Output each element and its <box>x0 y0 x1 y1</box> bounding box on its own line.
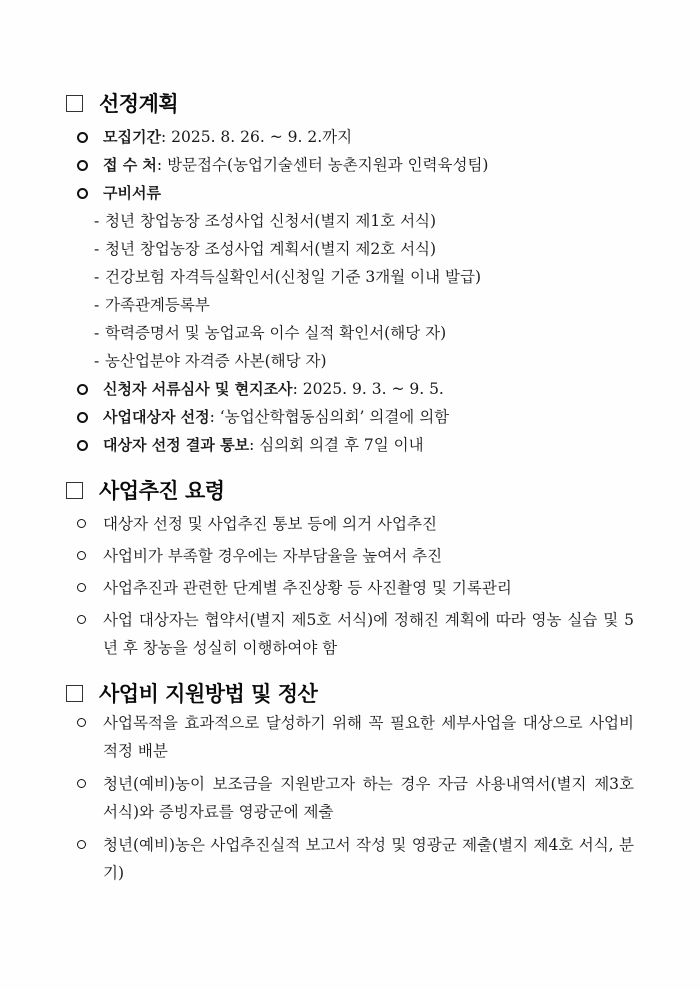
circle-bullet-icon <box>77 160 88 171</box>
section-heading-project-guidelines <box>66 474 225 506</box>
item-label: 구비서류 <box>103 184 161 202</box>
circle-bullet-icon <box>77 412 88 423</box>
document-item: - 가족관계등록부 <box>94 291 210 319</box>
circle-bullet-icon <box>77 718 86 727</box>
dash-bullet-icon: - <box>94 296 100 314</box>
item-value: : ‘농업산학협동심의회’ 의결에 의함 <box>209 408 450 426</box>
dash-bullet-icon: - <box>94 268 100 286</box>
circle-bullet-icon <box>77 519 86 528</box>
circle-bullet-icon <box>77 132 88 143</box>
section-heading-selection-plan <box>66 87 178 119</box>
checkbox-square-icon <box>66 95 83 112</box>
circle-bullet-icon <box>77 384 88 395</box>
item-label: 신청자 서류심사 및 현지조사 <box>103 380 293 398</box>
list-item: 청년(예비)농이 보조금을 지원받고자 하는 경우 자금 사용내역서(별지 제3호 서식)와 증빙자료를 영광군에 제출 <box>74 770 634 826</box>
item-value: : 2025. 9. 3. ~ 9. 5. <box>292 380 444 398</box>
checkbox-square-icon <box>66 685 83 702</box>
circle-bullet-icon <box>77 779 86 788</box>
circle-bullet-icon <box>77 840 86 849</box>
dash-bullet-icon: - <box>94 212 100 230</box>
dash-bullet-icon: - <box>94 324 100 342</box>
item-value: : 방문접수(농업기술센터 농촌지원과 인력육성팀) <box>156 156 489 174</box>
list-item: 사업 대상자는 협약서(별지 제5호 서식)에 정해진 계획에 따라 영농 실습 및 5년 후 창농을 성실히 이행하여야 함 <box>74 606 634 662</box>
circle-bullet-icon <box>77 615 86 624</box>
section-heading-funding-and-settlement <box>66 677 317 709</box>
dash-bullet-icon: - <box>94 240 100 258</box>
document-item: - 농산업분야 자격증 사본(해당 자) <box>94 347 327 375</box>
document-item: - 건강보험 자격득실확인서(신청일 기준 3개월 이내 발급) <box>94 263 481 291</box>
circle-bullet-icon <box>77 188 88 199</box>
circle-bullet-icon <box>77 440 88 451</box>
document-item: - 청년 창업농장 조성사업 신청서(별지 제1호 서식) <box>94 207 436 235</box>
item-value: : 심의회 의결 후 7일 이내 <box>249 436 424 454</box>
circle-bullet-icon <box>77 551 86 560</box>
section-title: 사업비 지원방법 및 정산 <box>99 682 318 706</box>
list-item: 사업목적을 효과적으로 달성하기 위해 꼭 필요한 세부사업을 대상으로 사업비 적정 배분 <box>74 709 634 765</box>
circle-bullet-icon <box>77 583 86 592</box>
dash-bullet-icon: - <box>94 352 100 370</box>
item-label: 접 수 처 <box>103 156 157 174</box>
item-label: 모집기간 <box>103 128 161 146</box>
document-item: - 학력증명서 및 농업교육 이수 실적 확인서(해당 자) <box>94 319 446 347</box>
document-item: - 청년 창업농장 조성사업 계획서(별지 제2호 서식) <box>94 235 436 263</box>
section-title: 선정계획 <box>99 92 179 116</box>
section-title: 사업추진 요령 <box>99 479 225 503</box>
document-page: 선정계획 모집기간: 2025. 8. 26. ~ 9. 2.까지 접 수 처: 방문접수(농업기술센터 농촌지원과 인력육성팀) 구비서류 - 청년 창업농장 조성사업 신청서(별지 제1호 서식) - 청년 창업농장 조성사업 계획서(별지 제2호 서식) - 건강보험 자격득실확인서(신청일 기준 3개월 이내 발급) - 가족관계등록부 - 학력증명서 및 농업교육 이수 실적 확인서(해당 자) - 농산업분야 자격증 사본(해당 자) 신청자 서류심사 및 현지조사: 2025. 9. 3. ~ 9. 5. 사업대상자 선정: ‘농업산학협동심의회’ 의결에 의함 대상자 선정 결과 통보: 심의회 의결 후 7일 이내 사업추진 요령 대상자 선정 및 사업추진 통보 등에 의거 사업추진 사업비가 부족할 경우에는 자부담율을 높여서 추진 사업추진과 관련한 단계별 추진상황 등 사진촬영 및 기록관리 사업 대상자는 협약서(별지 제5호 서식)에 정해진 계획에 따라 영농 실습 및 5년 후 창농을 성실히 이행하여야 함 사업비 지원방법 및 정산 사업목적을 효과적으로 달성하기 위해 꼭 필요한 세부사업을 대상으로 사업비 적정 배분 청년(예비)농이 보조금을 지원받고자 하는 경우 자금 사용내역서(별지 제3호 서식)와 증빙자료를 영광군에 제출 청년(예비)농은 사업추진실적 보고서 작성 및 영광군 제출(별지 제4호 서식, 분기) <box>0 0 700 990</box>
item-value: : 2025. 8. 26. ~ 9. 2.까지 <box>160 128 353 146</box>
list-item: 청년(예비)농은 사업추진실적 보고서 작성 및 영광군 제출(별지 제4호 서식, 분기) <box>74 831 634 887</box>
checkbox-square-icon <box>66 482 83 499</box>
item-label: 사업대상자 선정 <box>103 408 210 426</box>
item-label: 대상자 선정 결과 통보 <box>103 436 250 454</box>
